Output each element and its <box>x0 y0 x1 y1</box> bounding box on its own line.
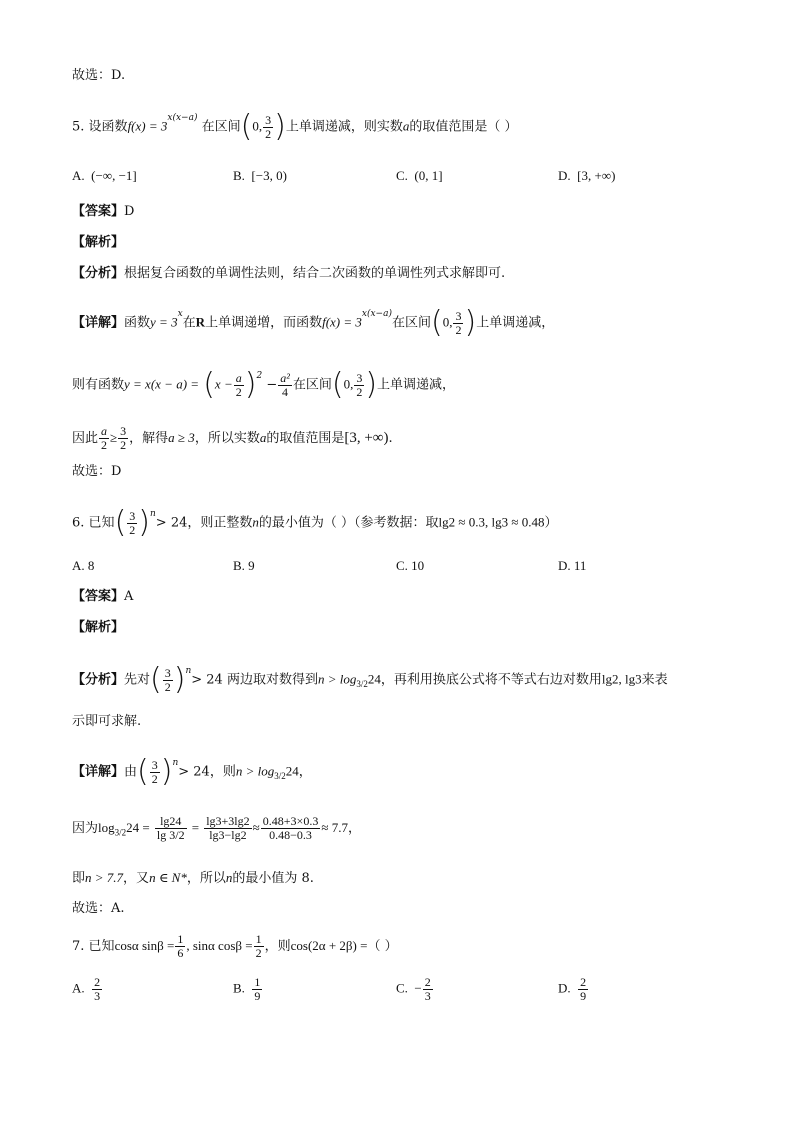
option-label: C. <box>396 980 408 996</box>
text: 则有函数 <box>72 377 125 393</box>
left-paren: ( <box>240 109 253 144</box>
frac-den: 2 <box>235 384 242 399</box>
text: ，又 <box>123 871 150 886</box>
fenxi-tag: 【分析】 <box>72 266 125 281</box>
math: ≈ 7.7 <box>321 820 348 835</box>
frac-den: 2 <box>255 946 262 960</box>
fraction <box>99 425 109 452</box>
math: cos(2α + 2β) = <box>290 938 368 953</box>
frac-den: 2 <box>164 679 171 694</box>
frac-num: a <box>235 370 242 385</box>
geq: ≥ <box>110 430 118 445</box>
q6-detail-2 <box>72 815 361 843</box>
text: 在区间 <box>292 377 332 393</box>
text: 示即可求解. <box>72 714 142 729</box>
log-base: 3/2 <box>356 679 368 690</box>
text: 函数 <box>124 315 151 331</box>
left-paren: ( <box>114 505 127 540</box>
option-text: [3, +∞) <box>577 168 616 183</box>
answer-choice-line <box>72 66 125 86</box>
option-label: C. <box>396 558 408 573</box>
text: ，所以实数 <box>194 431 260 446</box>
q7-option-c <box>396 976 434 1003</box>
fraction <box>423 976 433 1003</box>
right-paren: ) <box>274 109 286 144</box>
frac-den: 2 <box>101 438 108 452</box>
q6-jiexi <box>72 618 124 638</box>
text: ，所以 <box>186 871 226 886</box>
text: > 24，则 <box>178 764 236 780</box>
fraction <box>578 976 588 1003</box>
answer-value: D <box>124 204 135 219</box>
math: n > log <box>235 763 275 779</box>
text: 已知 <box>88 939 115 954</box>
q5-interval-label: 在区间 <box>201 119 241 135</box>
text: （ ） <box>367 939 398 954</box>
exponent: x(x−a) <box>361 309 392 319</box>
right-paren: ) <box>464 305 477 340</box>
q5-function: f(x) = 3 <box>127 118 168 134</box>
q5-option-a <box>72 166 137 186</box>
var: n <box>252 514 259 530</box>
var: a <box>259 430 267 445</box>
option-label: B. <box>233 980 245 996</box>
log-base: 3/2 <box>114 827 127 838</box>
option-label: B. <box>233 558 245 573</box>
question-5 <box>72 109 518 144</box>
q6-detail-1 <box>72 754 312 789</box>
minus: − <box>266 377 278 393</box>
q5-detail-3 <box>72 425 393 452</box>
approx: ≈ <box>252 820 260 835</box>
math: 24 = <box>126 820 150 835</box>
text: 已知 <box>88 515 115 531</box>
math: 24 <box>285 763 299 779</box>
option-label: C. <box>396 168 408 183</box>
math: y = x(x − a) = <box>124 376 200 392</box>
q6-fenxi-1 <box>72 662 668 697</box>
text: 上单调递增，而函数 <box>205 315 323 331</box>
math: x − <box>214 376 233 392</box>
fraction <box>278 372 292 399</box>
text: ） <box>544 515 558 531</box>
left-paren: ( <box>203 367 215 402</box>
frac-den: lg3−lg2 <box>209 828 247 842</box>
period: . <box>388 431 393 446</box>
frac-num: 3 <box>356 370 363 385</box>
ref-data: lg2 ≈ 0.3, lg3 ≈ 0.48 <box>438 514 545 530</box>
left-paren: ( <box>331 367 344 402</box>
fraction <box>354 372 364 399</box>
xiangjie-tag: 【详解】 <box>72 764 125 780</box>
text: 在 <box>182 315 196 331</box>
option-text: 11 <box>573 558 587 573</box>
option-label: B. <box>233 168 245 183</box>
math: a ≥ 3 <box>168 430 195 445</box>
fraction <box>175 933 185 960</box>
frac-den: 2 <box>265 126 272 141</box>
jiexi-tag: 【解析】 <box>72 235 125 250</box>
q5-prefix: 设函数 <box>88 119 128 135</box>
right-paren: ) <box>244 367 257 402</box>
q5-mid-text: 上单调递减，则实数 <box>285 119 403 135</box>
q5-answer <box>72 202 134 222</box>
frac-num: 2 <box>424 975 431 989</box>
q7-option-d <box>558 976 589 1003</box>
frac-num: a <box>101 424 108 438</box>
q6-option-a <box>72 556 94 576</box>
text: 因为 <box>72 821 99 836</box>
q6-option-d <box>558 556 586 576</box>
lg: lg <box>156 828 167 842</box>
q6-answer <box>72 587 133 607</box>
exponent: n <box>185 666 192 676</box>
choose-text: 故选：D <box>72 464 122 479</box>
text: ， <box>298 764 312 780</box>
frac-num: 3 <box>455 308 462 323</box>
frac-den: lg 3/2 <box>156 828 185 842</box>
math: cosα sinβ = <box>114 938 175 953</box>
q5-exponent: x(x−a) <box>167 113 198 123</box>
answer-tag: 【答案】 <box>72 204 125 219</box>
option-label: D. <box>558 980 571 996</box>
q5-fenxi <box>72 264 505 284</box>
answer-tag: 【答案】 <box>72 589 125 604</box>
frac-num: lg3+3lg2 <box>206 814 250 828</box>
option-label: D. <box>558 558 571 573</box>
frac-den: 9 <box>580 989 587 1003</box>
q5-var: a <box>402 118 410 134</box>
frac-num: 3 <box>120 424 127 438</box>
frac-den: 3 <box>94 989 101 1003</box>
text: ，解得 <box>129 431 169 446</box>
fraction <box>92 976 102 1003</box>
choose-text: 故选：A. <box>72 901 125 916</box>
frac-den: 2 <box>356 384 363 399</box>
text: 来表 <box>641 672 668 688</box>
text: > 24 两边取对数得到 <box>191 672 318 688</box>
text: 上单调递减， <box>476 315 555 331</box>
frac-num: 3 <box>151 757 158 772</box>
q6-option-b <box>233 556 255 576</box>
frac-den: 4 <box>282 384 289 399</box>
math: log <box>98 820 115 835</box>
text: > 24，则正整数 <box>155 515 253 531</box>
fraction <box>453 310 463 337</box>
log-base: 3/2 <box>274 771 286 782</box>
q7-option-a <box>72 976 103 1003</box>
q6-detail-3 <box>72 868 314 889</box>
question-number: 6. <box>72 515 85 531</box>
question-7 <box>72 933 398 960</box>
interval-start: 0, <box>442 314 453 330</box>
frac-den: 2 <box>455 322 462 337</box>
eq: = <box>191 820 200 835</box>
frac-num: lg24 <box>155 815 187 829</box>
fraction <box>150 759 160 786</box>
frac-num: 3 <box>265 112 272 127</box>
frac-num: 3 <box>164 665 171 680</box>
option-text: 9 <box>248 558 255 573</box>
choose-text: 故选：D. <box>72 68 126 83</box>
text: 由 <box>124 764 138 780</box>
frac-num: 2 <box>580 975 587 989</box>
text: 上单调递减， <box>377 377 456 393</box>
fraction <box>163 667 173 694</box>
math: , sinα cosβ = <box>186 938 253 953</box>
math: 24 <box>367 671 381 687</box>
right-paren: ) <box>173 662 186 697</box>
option-label: A. <box>72 980 85 996</box>
math: n <box>225 870 233 885</box>
option-sign: − <box>414 980 422 996</box>
question-number: 5. <box>72 119 85 135</box>
q5-detail-2 <box>72 367 456 402</box>
q5-jiexi <box>72 233 124 253</box>
q5-choose <box>72 462 121 482</box>
right-paren: ) <box>160 754 173 789</box>
fraction <box>118 425 128 452</box>
text: 因此 <box>72 431 99 446</box>
option-text: (−∞, −1] <box>91 168 137 183</box>
text: 先对 <box>124 672 151 688</box>
right-paren: ) <box>365 367 378 402</box>
text: 的取值范围是 <box>266 431 345 446</box>
fraction <box>252 976 262 1003</box>
exponent: n <box>150 509 156 519</box>
option-label: A. <box>72 168 85 183</box>
left-paren: ( <box>150 662 162 697</box>
q5-option-d <box>558 166 615 186</box>
fraction <box>234 372 244 399</box>
frac-num: 3 <box>129 508 136 523</box>
q5-option-b <box>233 166 287 186</box>
option-label: A. <box>72 558 85 573</box>
math: n ∈ N* <box>149 870 187 885</box>
fraction <box>254 933 264 960</box>
frac-num: 0.48+3×0.3 <box>262 814 319 828</box>
left-paren: ( <box>431 305 443 340</box>
question-6 <box>72 505 558 540</box>
q5-tail: 的取值范围是（ ） <box>409 119 518 135</box>
q7-option-b <box>233 976 263 1003</box>
text: 的最小值为 8. <box>232 871 314 886</box>
fenxi-text: 根据复合函数的单调性法则，结合二次函数的单调性列式求解即可. <box>124 266 506 281</box>
real-set: R <box>195 314 206 330</box>
option-text: 10 <box>411 558 425 573</box>
frac-den: 6 <box>177 946 184 960</box>
option-text: (0, 1] <box>414 168 443 183</box>
text: ，则 <box>264 939 291 954</box>
q6-fenxi-2 <box>72 712 141 732</box>
q5-interval-start: 0, <box>252 118 263 134</box>
answer-value: A <box>124 589 134 604</box>
frac-num: 1 <box>177 932 184 946</box>
frac-num: a² <box>280 370 290 385</box>
frac-den: 0.48−0.3 <box>269 828 312 842</box>
left-paren: ( <box>137 754 149 789</box>
question-number: 7. <box>72 939 85 954</box>
fraction <box>204 815 251 842</box>
text: ， <box>347 821 361 836</box>
text: 即 <box>72 871 86 886</box>
text: 的最小值为（ ）（参考数据：取 <box>258 515 439 531</box>
frac-den: 2 <box>120 438 127 452</box>
math: n > 7.7 <box>85 870 124 885</box>
jiexi-tag: 【解析】 <box>72 620 125 635</box>
exponent: n <box>172 758 179 768</box>
frac-den: 9 <box>254 989 261 1003</box>
q5-fraction <box>263 114 273 141</box>
frac-den: 2 <box>129 522 136 537</box>
q5-option-c <box>396 166 443 186</box>
option-label: D. <box>558 168 571 183</box>
math: lg2, lg3 <box>601 671 642 687</box>
q6-option-c <box>396 556 424 576</box>
exponent: x <box>177 309 183 319</box>
math: y = 3 <box>150 314 178 330</box>
frac-num: 2 <box>94 975 101 989</box>
text: ，再利用换底公式将不等式右边对数用 <box>380 672 602 688</box>
frac-num: 1 <box>255 932 262 946</box>
math: n > log <box>317 671 357 687</box>
q6-choose <box>72 899 125 919</box>
option-text: [−3, 0) <box>251 168 287 183</box>
frac-num: 1 <box>254 975 261 989</box>
q5-detail-1 <box>72 305 555 340</box>
text: 在区间 <box>391 315 431 331</box>
fenxi-tag: 【分析】 <box>72 672 125 688</box>
option-text: 8 <box>87 558 95 573</box>
frac-den: 3 <box>424 989 431 1003</box>
right-paren: ) <box>138 505 150 540</box>
fraction <box>155 815 187 842</box>
fraction <box>261 815 321 842</box>
frac-den: 2 <box>151 771 158 786</box>
math: f(x) = 3 <box>322 314 362 330</box>
xiangjie-tag: 【详解】 <box>72 315 125 331</box>
interval: [3, +∞) <box>344 430 389 446</box>
fraction <box>127 510 137 537</box>
interval-start: 0, <box>343 376 354 392</box>
exponent: 2 <box>256 371 263 381</box>
